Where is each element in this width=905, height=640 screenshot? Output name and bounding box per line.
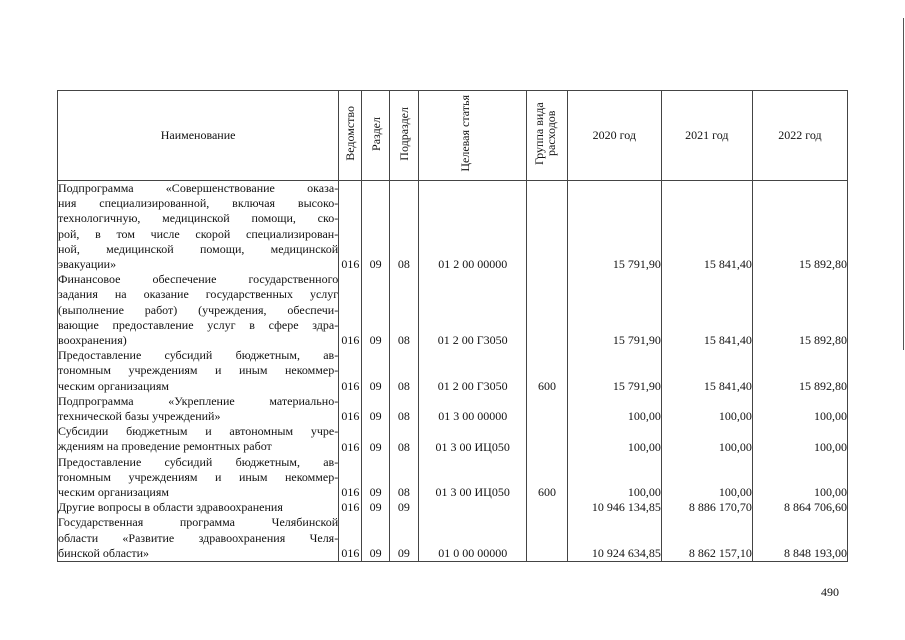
row-name-line: ческим организациям [58,485,169,500]
row-value-2022: 100,00 [752,424,847,454]
row-expense-group [527,500,567,515]
row-value-2022: 15 892,80 [752,272,847,348]
row-section: 09 [362,515,389,561]
row-value-2021: 8 886 170,70 [661,500,752,515]
page-edge-rule [903,18,904,350]
row-value-2022: 100,00 [752,455,847,501]
row-department: 016 [339,455,362,501]
row-value-2022: 15 892,80 [752,181,847,273]
table-row [58,424,848,454]
row-value-2021: 15 841,40 [661,348,752,394]
row-section: 09 [362,348,389,394]
row-section: 09 [362,394,389,424]
row-name-line: ния специализированной, включая высоко- [58,196,339,211]
row-value-2021: 100,00 [661,424,752,454]
row-section: 09 [362,424,389,454]
row-name [58,394,339,424]
row-target-article: 01 2 00 Г3050 [419,348,527,394]
row-name-line: технической базы учреждений» [58,409,221,424]
row-expense-group: 600 [527,455,567,501]
row-department: 016 [339,500,362,515]
row-value-2022: 15 892,80 [752,348,847,394]
row-name-line: Государственная программа Челябинской [58,515,339,530]
header-subsection: Подраздел [389,91,418,181]
row-subsection: 08 [389,424,418,454]
table-row [58,500,848,515]
header-year-2020: 2020 год [567,91,661,181]
row-name-line: эвакуации» [58,257,117,272]
row-name-line: Субсидии бюджетным и автономным учре- [58,424,339,439]
row-name [58,424,339,454]
row-target-article: 01 3 00 ИЦ050 [419,424,527,454]
row-expense-group [527,272,567,348]
row-department: 016 [339,181,362,273]
header-name: Наименование [58,91,339,181]
row-expense-group [527,181,567,273]
row-name-line: рой, в том числе скорой специализирован- [58,226,339,241]
row-name-line: Другие вопросы в области здравоохранения [58,500,283,515]
row-target-article: 01 2 00 00000 [419,181,527,273]
row-name [58,455,339,501]
row-value-2021: 100,00 [661,394,752,424]
row-target-article: 01 0 00 00000 [419,515,527,561]
row-subsection: 08 [389,455,418,501]
table-row [58,455,848,501]
row-value-2020: 100,00 [567,455,661,501]
row-value-2021: 8 862 157,10 [661,515,752,561]
row-target-article: 01 3 00 ИЦ050 [419,455,527,501]
row-name-line: задания на оказание государственных услуг [58,287,339,302]
row-name-line: технологичную, медицинской помощи, ско- [58,211,339,226]
row-name [58,272,339,348]
header-year-2021: 2021 год [661,91,752,181]
row-value-2020: 15 791,90 [567,348,661,394]
row-subsection: 08 [389,181,418,273]
row-value-2020: 10 946 134,85 [567,500,661,515]
row-subsection: 08 [389,272,418,348]
header-section: Раздел [362,91,389,181]
row-name-line: бинской области» [58,545,150,560]
row-section: 09 [362,272,389,348]
row-department: 016 [339,394,362,424]
table-row [58,515,848,561]
table-body [58,181,848,562]
row-department: 016 [339,272,362,348]
row-name-line: Подпрограмма «Совершенствование оказа- [58,181,339,195]
row-expense-group [527,515,567,561]
row-name-line: тономным учреждениям и иным некоммер- [58,363,339,378]
table-row [58,181,848,273]
table-row [58,272,848,348]
row-subsection: 09 [389,515,418,561]
header-department: Ведомство [339,91,362,181]
row-target-article [419,500,527,515]
row-value-2021: 15 841,40 [661,272,752,348]
row-name [58,515,339,561]
row-value-2020: 15 791,90 [567,272,661,348]
row-name [58,348,339,394]
header-expense-group: Группа вида расходов [527,91,567,181]
row-name-line: вающие предоставление услуг в сфере здра- [58,317,339,332]
row-name [58,181,339,273]
row-name-line: (выполнение работ) (учреждения, обеспечи- [58,302,339,317]
row-name-line: Предоставление субсидий бюджетным, ав- [58,348,339,363]
row-department: 016 [339,348,362,394]
row-value-2020: 10 924 634,85 [567,515,661,561]
row-section: 09 [362,500,389,515]
table-header-row [58,91,848,181]
row-name-line: ждениям на проведение ремонтных работ [58,439,272,454]
row-department: 016 [339,515,362,561]
row-department: 016 [339,424,362,454]
table-row [58,394,848,424]
row-name-line: Финансовое обеспечение государственного [58,272,339,287]
row-value-2022: 8 864 706,60 [752,500,847,515]
row-subsection: 08 [389,394,418,424]
header-target-article: Целевая статья [419,91,527,181]
page-number: 490 [821,585,839,599]
row-name-line: Подпрограмма «Укрепление материально- [58,393,339,408]
row-name-line: тономным учреждениям и иным некоммер- [58,469,339,484]
row-subsection: 08 [389,348,418,394]
row-target-article: 01 3 00 00000 [419,394,527,424]
row-value-2020: 100,00 [567,394,661,424]
row-subsection: 09 [389,500,418,515]
row-name-line: области «Развитие здравоохранения Челя- [58,530,339,545]
row-value-2021: 15 841,40 [661,181,752,273]
header-year-2022: 2022 год [752,91,847,181]
row-value-2020: 15 791,90 [567,181,661,273]
row-section: 09 [362,455,389,501]
row-expense-group [527,394,567,424]
row-value-2021: 100,00 [661,455,752,501]
budget-table [57,90,848,562]
row-value-2020: 100,00 [567,424,661,454]
row-section: 09 [362,181,389,273]
row-expense-group [527,424,567,454]
row-value-2022: 8 848 193,00 [752,515,847,561]
row-name-line: ной, медицинской помощи, медицинской [58,241,339,256]
row-name [58,500,339,515]
row-expense-group: 600 [527,348,567,394]
row-name-line: ческим организациям [58,378,169,393]
row-name-line: Предоставление субсидий бюджетным, ав- [58,454,339,469]
row-name-line: воохранения) [58,333,127,348]
row-target-article: 01 2 00 Г3050 [419,272,527,348]
row-value-2022: 100,00 [752,394,847,424]
table-row [58,348,848,394]
